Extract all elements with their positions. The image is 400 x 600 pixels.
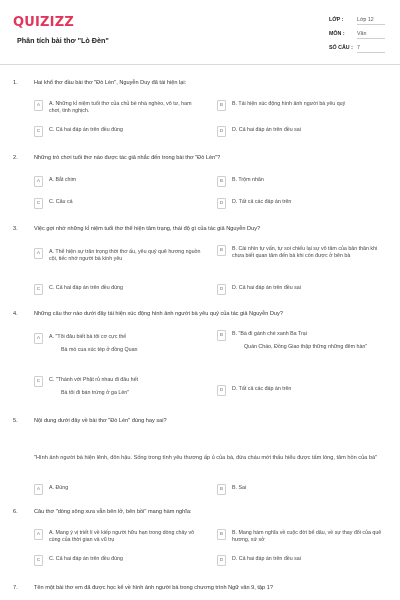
meta-subject [329,31,385,39]
option-text: A. Mang ý vị triết lí về kiếp người hữu hạn trong dòng chảy vô cùng của thời gian và vũ trụ [49,530,195,543]
option-letter-box: B [217,176,226,187]
option-text: B. Tái hiện xúc động hình ảnh người bà yêu quý [232,101,346,107]
option-text: C. Cả hai đáp án trên đều đúng [49,285,123,291]
option-letter-box: C [34,198,43,209]
meta-value: Lớp 12 [357,17,385,25]
meta-label: MÔN : [329,31,345,37]
option-c[interactable] [34,376,204,397]
quote-line: Bà mò cua xúc tép ở đồng Quan [61,347,138,353]
option-a[interactable] [34,529,204,544]
question-number: 1. [13,80,18,86]
option-letter-box: D [217,385,226,396]
question-text: Câu thơ "dòng sông xưa vẫn bên lở, bên bồi" mang hàm nghĩa: [34,509,192,515]
option-letter-box: A [34,333,43,344]
question-number: 6. [13,509,18,515]
option-text: D. Tất cả các đáp án trên [232,199,292,205]
question-number: 2. [13,155,18,161]
quote-line: A. "Tôi đâu biết bà tôi cơ cực thế [49,334,127,340]
option-c[interactable] [34,284,204,295]
meta-value: Văn [357,31,385,39]
option-text: A. Thể hiện sự trân trọng thời thơ ấu, yêu quý quê hương nguồn cội, tiếc nhớ người bà kính yêu [49,249,201,262]
question-passage: "Hình ảnh người bà hiện lênh, đôn hậu. Sống trong tình yêu thương ấp ủ của bà, đứa cháu mới thấu hiểu được tấm lòng, tâm hồn của bà" [34,455,378,461]
option-b[interactable] [217,176,387,187]
option-text: D. Tất cả các đáp án trên [232,386,292,392]
question-number: 4. [13,311,18,317]
meta-class [329,17,385,25]
option-text: A. Bắt chim [49,177,77,183]
quizizz-logo: QUIZIZZ [13,15,74,30]
option-b[interactable] [217,100,387,111]
meta-label: SỐ CÂU : [329,45,353,51]
meta-question-count [329,45,385,53]
quote-line: Quán Cháo, Đồng Giao thập thững những đêm hàn" [244,344,368,350]
option-letter-box: B [217,245,226,256]
option-text: D. Cả hai đáp án trên đều sai [232,556,301,562]
option-letter-box: D [217,555,226,566]
worksheet-header [0,0,400,65]
question-text: Việc gợi nhớ những kỉ niệm tuổi thơ thể hiện tâm trạng, thái độ gì của tác giả Nguyễn Duy? [34,226,261,232]
option-d[interactable] [217,284,387,295]
question-number: 3. [13,226,18,232]
option-letter-box: A [34,248,43,259]
option-letter-box: C [34,284,43,295]
option-b[interactable] [217,245,387,260]
option-text: C. Cả hai đáp án trên đều đúng [49,127,123,133]
option-text: C. Cả hai đáp án trên đều đúng [49,556,123,562]
option-b[interactable] [217,484,387,495]
worksheet-title: Phân tích bài thơ "Lò Đèn" [17,36,109,45]
option-letter-box: C [34,376,43,387]
option-letter-box: A [34,484,43,495]
option-text: B. Mang hàm nghĩa về cuộc đời bể dâu, về sự thay đổi của quê hương, xứ sở [232,530,382,543]
option-text: D. Cả hai đáp án trên đều sai [232,127,301,133]
option-d[interactable] [217,555,387,566]
option-letter-box: A [34,176,43,187]
option-d[interactable] [217,385,387,396]
option-letter-box: A [34,100,43,111]
option-b[interactable] [217,529,387,544]
option-letter-box: D [217,198,226,209]
option-c[interactable] [34,198,204,209]
option-d[interactable] [217,198,387,209]
option-text: C. Câu cá [49,199,73,205]
option-text: B. Cái nhìn tự vấn, tự soi chiếu lại sự vô tâm của bản thân khi chưa biết quan tâm đến bà khi còn được ở bên bà [232,246,378,259]
quote-line: C. "Thánh với Phật rủ nhau đi đâu hết [49,377,138,383]
question-text: Nội dung dưới đây về bài thơ "Đò Lèn" đúng hay sai? [34,418,167,424]
meta-label: LỚP : [329,17,344,23]
option-letter-box: B [217,529,226,540]
question-text: Những câu thơ nào dưới đây tái hiện xúc động hình ảnh người bà yêu quý của tác giả Nguyễn Duy? [34,311,283,317]
option-letter-box: C [34,555,43,566]
option-d[interactable] [217,126,387,137]
question-text: Những trò chơi tuổi thơ nào được tác giả nhắc đến trong bài thơ "Đò Lèn"? [34,155,221,161]
option-text: B. Sai [232,485,247,491]
option-letter-box: D [217,284,226,295]
question-number: 5. [13,418,18,424]
question-text: Hai khổ thơ đầu bài thơ "Đò Lèn", Nguyễn Duy đã tái hiện lại: [34,80,187,86]
option-a[interactable] [34,484,204,495]
option-a[interactable] [34,176,204,187]
option-letter-box: B [217,330,226,341]
option-b[interactable] [217,330,387,351]
option-a[interactable] [34,248,204,263]
option-letter-box: D [217,126,226,137]
option-c[interactable] [34,555,204,566]
option-letter-box: B [217,484,226,495]
quote-line: Bà tôi đi bán trứng ở ga Lèn" [61,390,130,396]
option-text: A. Những kỉ niệm tuổi thơ của chủ bè nhà nghèo, vô tư, ham chơi, tinh nghịch. [49,101,192,114]
question-number: 7. [13,585,18,591]
option-letter-box: B [217,100,226,111]
option-c[interactable] [34,126,204,137]
option-a[interactable] [34,333,204,354]
option-letter-box: A [34,529,43,540]
option-text [232,330,387,351]
option-letter-box: C [34,126,43,137]
option-text [49,333,204,354]
option-text: A. Đúng [49,485,69,491]
quote-line: B. "Bà đi gánh chè xanh Ba Trại [232,331,307,337]
option-text: B. Trộm nhãn [232,177,264,183]
option-text: D. Cả hai đáp án trên đều sai [232,285,301,291]
meta-value: 7 [357,45,385,53]
question-text: Tên một bài thơ em đã được học kể về hình ảnh người bà trong chương trình Ngữ văn 9, tập 1? [34,585,273,591]
option-a[interactable] [34,100,204,115]
option-text [49,376,204,397]
